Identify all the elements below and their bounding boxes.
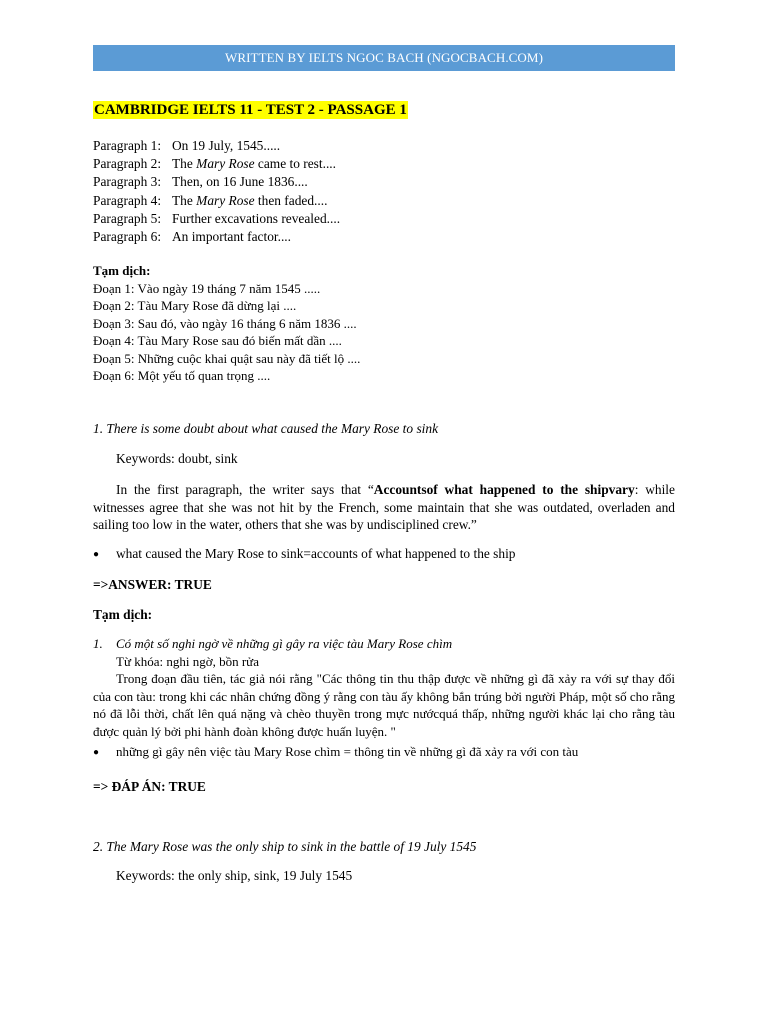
bullet-icon: ● [93,747,100,758]
translation-line: Đoạn 5: Những cuộc khai quật sau này đã tiết lộ .... [93,350,361,366]
paragraph-emphasis: Mary Rose [196,156,255,172]
paragraph-text-end: came to rest.... [254,156,336,172]
paragraph-label: Paragraph 5: [93,210,162,226]
translation-line: Đoạn 3: Sau đó, vào ngày 16 tháng 6 năm 1836 .... [93,315,357,331]
paragraph-text: The [172,156,197,172]
question-2: 2. The Mary Rose was the only ship to sink in the battle of 19 July 1545 [93,839,477,854]
question-2-keywords: Keywords: the only ship, sink, 19 July 1545 [116,868,353,883]
paragraph-list [93,137,340,246]
paragraph-label: Paragraph 4: [93,192,162,208]
page-title: CAMBRIDGE IELTS 11 - TEST 2 - PASSAGE 1 [94,102,407,118]
paragraph-label: Paragraph 2: [93,156,162,172]
explanation-highlight: Accountsof what happened to the shipvary [373,482,635,497]
question-1-vi-answer: => ĐÁP ÁN: TRUE [93,779,206,794]
question-1-vi-question [93,635,675,653]
question-1-vi-bullet [93,744,578,760]
bullet-text: what caused the Mary Rose to sink=accounts of what happened to the ship [116,546,516,561]
question-1-bullet [93,546,516,562]
question-1-vi-keywords: Từ khóa: nghi ngờ, bồn rửa [116,653,259,669]
question-1-keywords: Keywords: doubt, sink [116,451,238,466]
question-1-explanation [93,481,675,534]
vi-question-text: Có một số nghi ngờ về những gì gây ra việc tàu Mary Rose chìm [116,636,453,651]
paragraph-item [93,210,340,228]
paragraph-text: Then, on 16 June 1836.... [172,174,308,190]
explanation-text-end: : while witnesses agree that she was not hit by the French, some maintain that she was outdated, overladen and sailing too low in the water, others that she was by undisciplined crew.” [93,482,675,533]
paragraph-label: Paragraph 6: [93,229,162,245]
paragraph-text: The [172,192,197,208]
paragraph-label: Paragraph 1: [93,138,162,153]
paragraph-text: An important factor.... [172,229,291,245]
translation-line: Đoạn 4: Tàu Mary Rose sau đó biến mất dần .... [93,333,342,348]
question-1-vi-heading: Tạm dịch: [93,607,153,622]
paragraph-text: On 19 July, 1545..... [172,138,281,153]
translation-line: Đoạn 2: Tàu Mary Rose đã dừng lại .... [93,298,297,313]
paragraph-emphasis: Mary Rose [196,192,255,208]
paragraph-label: Paragraph 3: [93,174,162,190]
paragraph-item [93,155,340,173]
translation-line: Đoạn 6: Một yếu tố quan trọng .... [93,368,271,383]
paragraph-item [93,173,340,191]
paragraph-item [93,192,340,210]
translation-heading: Tạm dịch: [93,263,151,278]
explanation-text: In the first paragraph, the writer says that “ [116,482,374,497]
header-banner: WRITTEN BY IELTS NGOC BACH (NGOCBACH.COM) [93,45,675,71]
question-1-vi-explanation: Trong đoạn đầu tiên, tác giả nói rằng "Các thông tin thu thập được về những gì đã xảy ra với sự thay đổi của con tàu: trong khi các nhân chứng đồng ý rằng con tàu ấy không bắn trúng bởi người Pháp, một số cho rằng nó đã lỗi thời, chất lên quá nặng và chèo thuyền trong mực nướcquá thấp, những người khác lại cho rằng tàu được quản lý bởi phi hành đoàn không được huấn luyện. " [93,671,675,739]
bullet-icon: ● [93,549,100,560]
paragraph-text-end: then faded.... [254,192,328,208]
paragraph-text: Further excavations revealed.... [172,210,341,226]
paragraph-item [93,228,340,246]
question-1-vi-block [93,635,675,741]
vi-question-number: 1. [93,636,103,651]
paragraph-item [93,137,340,155]
translation-section [93,262,360,385]
question-1: 1. There is some doubt about what caused the Mary Rose to sink [93,421,439,436]
translation-line: Đoạn 1: Vào ngày 19 tháng 7 năm 1545 ..... [93,280,321,296]
question-1-answer: =>ANSWER: TRUE [93,577,212,592]
bullet-text: những gì gây nên việc tàu Mary Rose chìm = thông tin về những gì đã xảy ra với con tàu [116,744,579,759]
